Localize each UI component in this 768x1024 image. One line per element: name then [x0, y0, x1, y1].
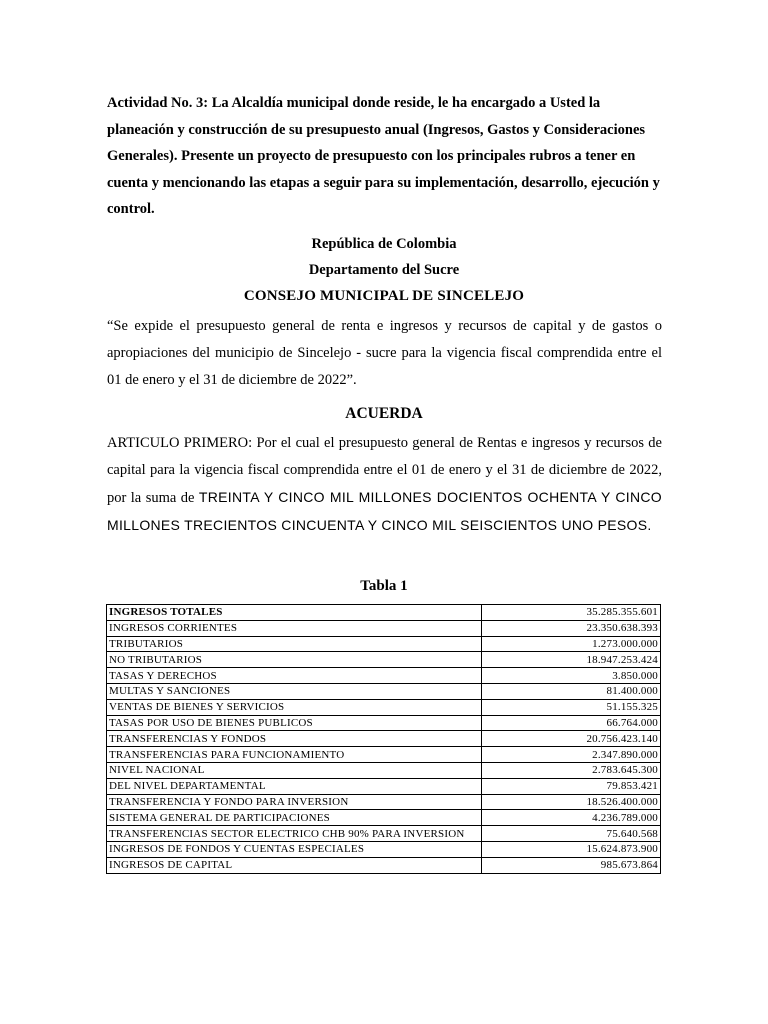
- table-title: Tabla 1: [360, 578, 408, 594]
- row-label: TRANSFERENCIA Y FONDO PARA INVERSION: [107, 794, 482, 810]
- row-label: NIVEL NACIONAL: [107, 762, 482, 778]
- row-label: SISTEMA GENERAL DE PARTICIPACIONES: [107, 810, 482, 826]
- row-label: NO TRIBUTARIOS: [107, 652, 482, 668]
- table-row: [107, 683, 661, 699]
- row-label: TASAS POR USO DE BIENES PUBLICOS: [107, 715, 482, 731]
- table-row: [107, 747, 661, 763]
- table-row: [107, 668, 661, 684]
- table-row: [107, 715, 661, 731]
- row-value: 15.624.873.900: [482, 841, 661, 857]
- row-label: INGRESOS TOTALES: [107, 605, 482, 621]
- row-label: TASAS Y DERECHOS: [107, 668, 482, 684]
- header-republica: República de Colombia: [311, 236, 457, 252]
- row-value: 18.947.253.424: [482, 652, 661, 668]
- table-row: [107, 605, 661, 621]
- articulo-amount: TREINTA Y CINCO MIL MILLONES DOCIENTOS OCHENTA Y CINCO MILLONES TRECIENTOS CINCUENTA Y CINCO MIL SEISCIENTOS UNO PESOS.: [107, 489, 662, 533]
- row-value: 35.285.355.601: [482, 605, 661, 621]
- row-value: 81.400.000: [482, 683, 661, 699]
- row-label: MULTAS Y SANCIONES: [107, 683, 482, 699]
- table-row: [107, 810, 661, 826]
- row-value: 2.783.645.300: [482, 762, 661, 778]
- row-value: 20.756.423.140: [482, 731, 661, 747]
- table-row: [107, 636, 661, 652]
- table-row: [107, 826, 661, 842]
- activity-statement: [107, 90, 662, 223]
- budget-table: [106, 604, 661, 874]
- articulo-text: ARTICULO PRIMERO: Por el cual el presupuesto general de Rentas e ingresos y recursos de capital para la vigencia fiscal comprendida entre el 01 de enero y el 31 de diciembre de 2022, por la suma de: [107, 435, 662, 506]
- row-label: TRANSFERENCIAS SECTOR ELECTRICO CHB 90% PARA INVERSION: [107, 826, 482, 842]
- activity-text: La Alcaldía municipal donde reside, le ha encargado a Usted la planeación y construcción de su presupuesto anual (Ingresos, Gastos y Consideraciones Generales). Presente un proyecto de presupuesto con los principales rubros a tener en cuenta y mencionando las etapas a seguir para su implementación, desarrollo, ejecución y control.: [107, 95, 660, 217]
- table-row: [107, 699, 661, 715]
- decree-quote: “Se expide el presupuesto general de renta e ingresos y recursos de capital y de gastos o apropiaciones del municipio de Sincelejo - sucre para la vigencia fiscal comprendida entre el 01 de enero y el 31 de diciembre de 2022”.: [107, 318, 662, 388]
- row-label: DEL NIVEL DEPARTAMENTAL: [107, 778, 482, 794]
- row-value: 2.347.890.000: [482, 747, 661, 763]
- row-label: TRIBUTARIOS: [107, 636, 482, 652]
- row-label: TRANSFERENCIAS Y FONDOS: [107, 731, 482, 747]
- header-departamento: Departamento del Sucre: [308, 262, 460, 278]
- row-value: 66.764.000: [482, 715, 661, 731]
- row-value: 51.155.325: [482, 699, 661, 715]
- articulo-primero: [107, 430, 662, 540]
- row-value: 1.273.000.000: [482, 636, 661, 652]
- table-row: [107, 620, 661, 636]
- table-row: [107, 794, 661, 810]
- table-row: [107, 652, 661, 668]
- table-row: [107, 762, 661, 778]
- header-consejo: CONSEJO MUNICIPAL DE SINCELEJO: [243, 288, 525, 304]
- acuerda-heading: ACUERDA: [345, 405, 423, 422]
- row-value: 985.673.864: [482, 857, 661, 873]
- row-value: 4.236.789.000: [482, 810, 661, 826]
- row-value: 3.850.000: [482, 668, 661, 684]
- table-row: [107, 731, 661, 747]
- table-row: [107, 841, 661, 857]
- row-value: 75.640.568: [482, 826, 661, 842]
- row-label: TRANSFERENCIAS PARA FUNCIONAMIENTO: [107, 747, 482, 763]
- table-row: [107, 778, 661, 794]
- row-value: 79.853.421: [482, 778, 661, 794]
- row-label: INGRESOS DE CAPITAL: [107, 857, 482, 873]
- row-label: INGRESOS DE FONDOS Y CUENTAS ESPECIALES: [107, 841, 482, 857]
- table-row: [107, 857, 661, 873]
- row-label: VENTAS DE BIENES Y SERVICIOS: [107, 699, 482, 715]
- row-value: 23.350.638.393: [482, 620, 661, 636]
- row-value: 18.526.400.000: [482, 794, 661, 810]
- budget-table-body: [107, 605, 661, 874]
- row-label: INGRESOS CORRIENTES: [107, 620, 482, 636]
- activity-label: Actividad No. 3:: [107, 95, 209, 111]
